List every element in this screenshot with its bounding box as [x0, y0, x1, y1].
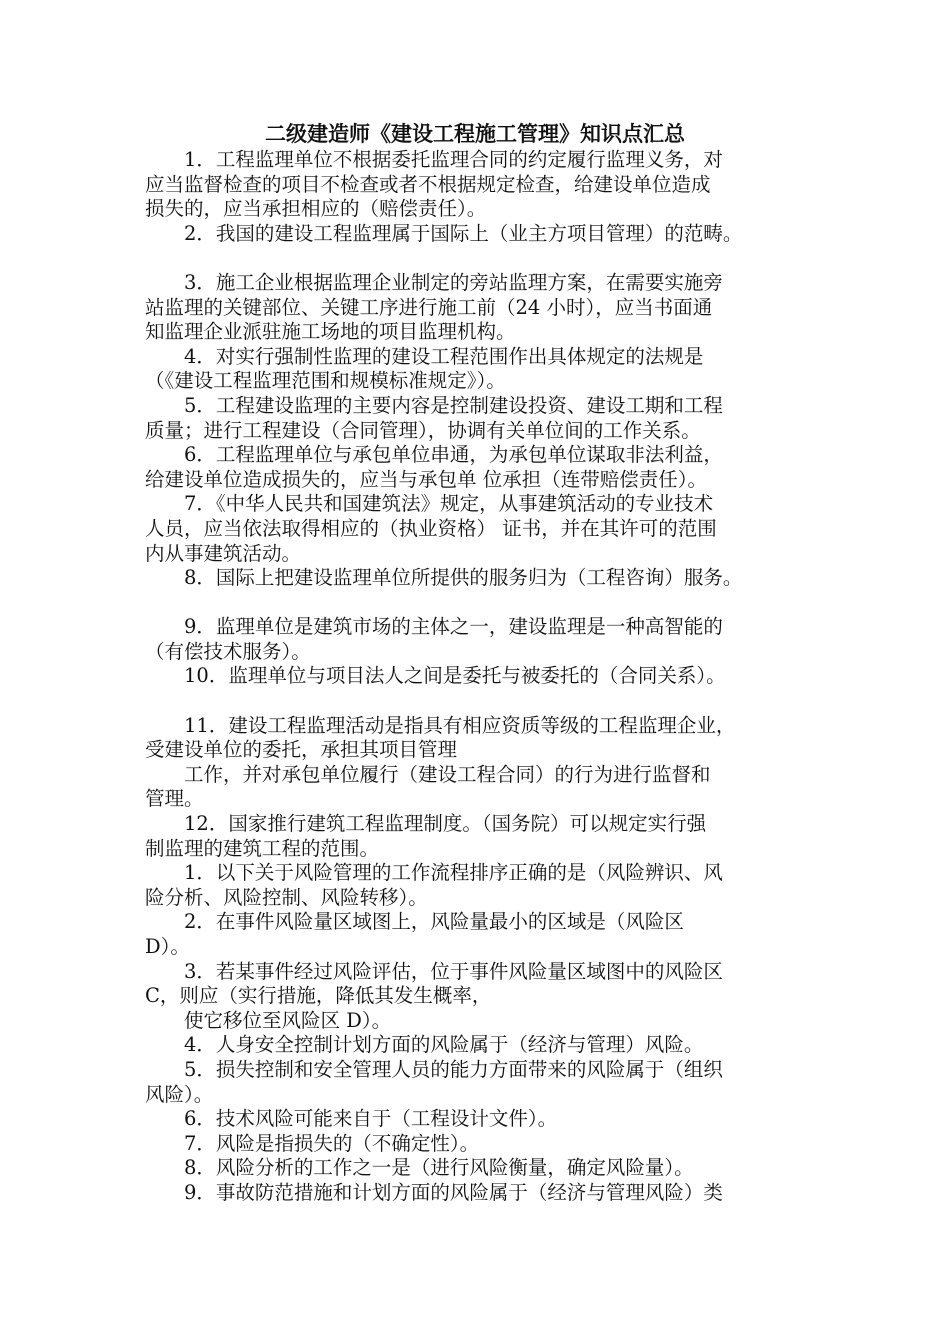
text-line: 11．建设工程监理活动是指具有相应资质等级的工程监理企业，	[184, 713, 736, 737]
text-line: 风险）。	[145, 1082, 214, 1106]
document-body	[145, 148, 810, 1206]
text-line: 知监理企业派驻施工场地的项目监理机构。	[145, 320, 516, 344]
paragraph	[145, 960, 810, 1009]
text-line: 8．国际上把建设监理单位所提供的服务归为（工程咨询）服务。	[184, 566, 743, 590]
text-line: 4．人身安全控制计划方面的风险属于（经济与管理）风险。	[184, 1033, 704, 1057]
text-line: 6．技术风险可能来自于（工程设计文件）。	[184, 1107, 558, 1131]
paragraph	[145, 271, 810, 345]
text-line: 5．工程建设监理的主要内容是控制建设投资、建设工期和工程	[184, 393, 723, 417]
text-line: 管理。	[145, 787, 204, 811]
text-line: 内从事建筑活动。	[145, 541, 302, 565]
paragraph	[145, 1132, 810, 1157]
paragraph	[145, 1181, 810, 1206]
paragraph	[145, 615, 810, 664]
text-line: 10．监理单位与项目法人之间是委托与被委托的（合同关系）。	[184, 664, 726, 688]
paragraph	[145, 1033, 810, 1058]
text-line: 5．损失控制和安全管理人员的能力方面带来的风险属于（组织	[184, 1057, 723, 1081]
paragraph	[145, 443, 810, 492]
blank-line	[145, 591, 810, 616]
paragraph	[145, 394, 810, 443]
text-line: 质量；进行工程建设（合同管理），协调有关单位间的工作关系。	[145, 418, 701, 442]
text-line: 12．国家推行建筑工程监理制度。（国务院）可以规定实行强	[184, 812, 707, 836]
paragraph	[145, 714, 810, 763]
text-line: D）。	[145, 935, 190, 958]
text-line: 7．风险是指损失的（不确定性）。	[184, 1131, 480, 1155]
text-line: （有偿技术服务）。	[145, 639, 311, 663]
text-line: 站监理的关键部位、关键工序进行施工前（24 小时），应当书面通	[145, 295, 713, 319]
text-line: 3．若某事件经过风险评估，位于事件风险量区域图中的风险区	[184, 959, 723, 983]
text-line: 2．我国的建设工程监理属于国际上（业主方项目管理）的范畴。	[184, 221, 743, 245]
paragraph	[145, 492, 810, 566]
paragraph	[145, 861, 810, 910]
text-line: 损失的，应当承担相应的（赔偿责任）。	[145, 197, 487, 221]
page-title: 二级建造师《建设工程施工管理》知识点汇总	[265, 122, 685, 146]
text-line: 1．以下关于风险管理的工作流程排序正确的是（风险辨识、风	[184, 861, 723, 885]
paragraph	[145, 1107, 810, 1132]
text-line: （《建设工程监理范围和规模标准规定》）。	[145, 369, 506, 393]
text-line: 工作，并对承包单位履行（建设工程合同）的行为进行监督和	[184, 762, 711, 786]
paragraph	[145, 345, 810, 394]
text-line: 人员，应当依法取得相应的（执业资格） 证书，并在其许可的范围	[145, 516, 717, 540]
text-line: 7．《中华人民共和国建筑法》规定，从事建筑活动的专业技术	[184, 492, 714, 516]
text-line: 9．监理单位是建筑市场的主体之一，建设监理是一种高智能的	[184, 615, 723, 639]
paragraph	[145, 910, 810, 959]
text-line: 险分析、风险控制、风险转移）。	[145, 885, 428, 909]
paragraph	[145, 1058, 810, 1107]
text-line: 3．施工企业根据监理企业制定的旁站监理方案，在需要实施旁	[184, 270, 723, 294]
paragraph	[145, 763, 810, 812]
paragraph	[145, 812, 810, 861]
text-line: 给建设单位造成损失的，应当与承包单 位承担（连带赔偿责任）。	[145, 467, 707, 491]
paragraph	[145, 664, 810, 689]
paragraph	[145, 1156, 810, 1181]
paragraph	[145, 148, 810, 222]
text-line: 2．在事件风险量区域图上，风险量最小的区域是（风险区	[184, 910, 684, 934]
paragraph	[145, 566, 810, 591]
text-line: 4．对实行强制性监理的建设工程范围作出具体规定的法规是	[184, 344, 704, 368]
text-line: 6．工程监理单位与承包单位串通，为承包单位谋取非法利益，	[184, 443, 723, 467]
text-line: 8．风险分析的工作之一是（进行风险衡量，确定风险量）。	[184, 1156, 694, 1180]
blank-line	[145, 689, 810, 714]
text-line: C，则应（实行措施，降低其发生概率，	[145, 984, 492, 1008]
text-line: 应当监督检查的项目不检查或者不根据规定检查，给建设单位造成	[145, 172, 711, 196]
paragraph	[145, 222, 810, 247]
blank-line	[145, 246, 810, 271]
text-line: 受建设单位的委托，承担其项目管理	[145, 738, 458, 762]
text-line: 1．工程监理单位不根据委托监理合同的约定履行监理义务，对	[184, 148, 723, 171]
text-line: 使它移位至风险区 D）。	[184, 1008, 392, 1032]
text-line: 制监理的建筑工程的范围。	[145, 836, 380, 860]
paragraph	[145, 1009, 810, 1034]
text-line: 9．事故防范措施和计划方面的风险属于（经济与管理风险）类	[184, 1180, 723, 1204]
